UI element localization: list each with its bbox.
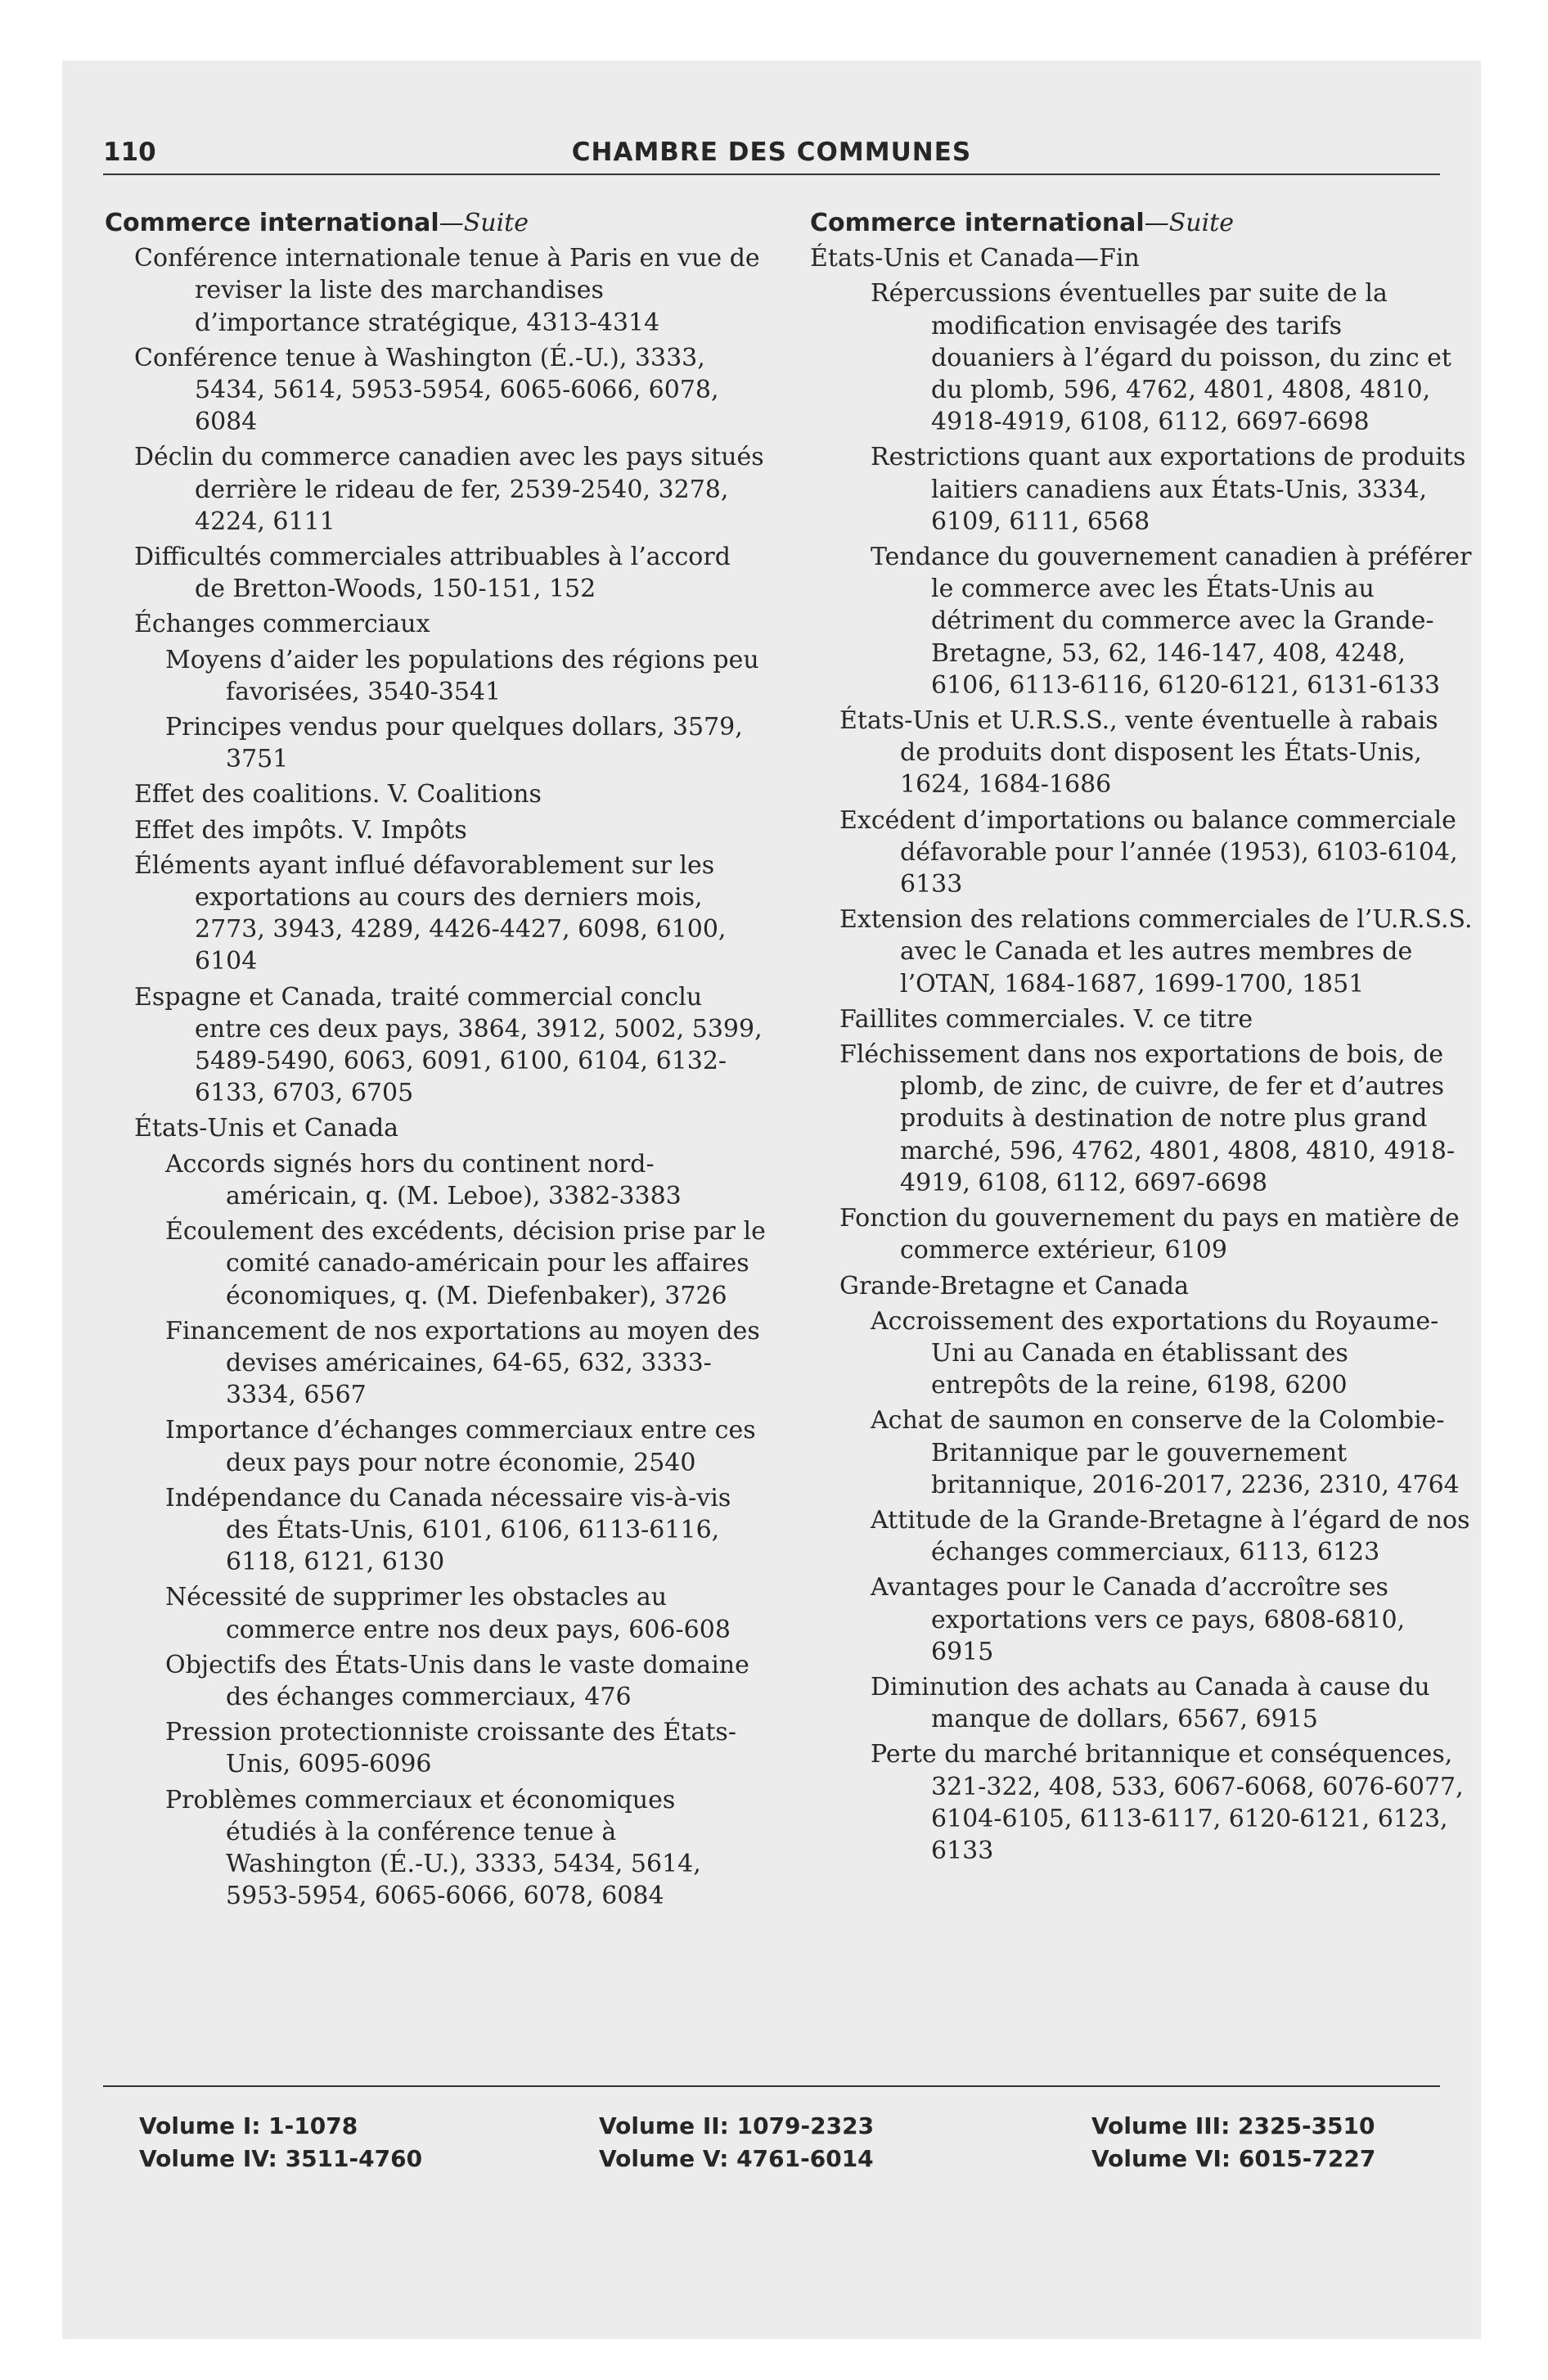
subheading: Échanges commerciaux (134, 610, 430, 639)
index-subentry: Restrictions quant aux exportations de produits laitiers canadiens aux États-Unis, 3334, 6109, 6111, 6568 (871, 443, 1466, 536)
index-entry: Difficultés commerciales attribuables à l’accord de Bretton-Woods, 150-151, 152 (134, 543, 731, 604)
volume-range: Volume II: 1079-2323 (599, 2112, 875, 2139)
index-entry: Conférence tenue à Washington (É.-U.), 3333, 5434, 5614, 5953-5954, 6065-6066, 6078, 6084 (134, 343, 719, 437)
running-title: CHAMBRE DES COMMUNES (571, 137, 972, 167)
index-entry: Fonction du gouvernement du pays en matière de commerce extérieur, 6109 (839, 1204, 1460, 1265)
volume-range: Volume V: 4761-6014 (599, 2145, 874, 2172)
index-subentry: Nécessité de supprimer les obstacles au commerce entre nos deux pays, 606-608 (165, 1583, 731, 1644)
index-entry: Faillites commerciales. V. ce titre (839, 1004, 1253, 1034)
index-subentry: Problèmes commerciaux et économiques étudiés à la conférence tenue à Washington (É.-U.), 3333, 5434, 5614, 5953-5954, 6065-6066, 6078, 6084 (165, 1785, 701, 1911)
right-column (810, 207, 1473, 1870)
page-header (103, 137, 1440, 175)
volume-range: Volume VI: 6015-7227 (1091, 2145, 1376, 2172)
index-subentry: Principes vendus pour quelques dollars, 3579, 3751 (165, 713, 743, 774)
index-entry: Effet des impôts. V. Impôts (134, 815, 467, 845)
subheading: États-Unis et Canada—Fin (810, 244, 1140, 273)
index-subentry: Moyens d’aider les populations des régions peu favorisées, 3540-3541 (165, 645, 759, 706)
subheading: Grande-Bretagne et Canada (839, 1271, 1189, 1300)
index-subentry: Achat de saumon en conserve de la Colombie-Britannique par le gouvernement britannique, 2016-2017, 2236, 2310, 4764 (871, 1406, 1460, 1499)
index-subentry: Tendance du gouvernement canadien à préférer le commerce avec les États-Unis au détriment du commerce avec la Grande-Bretagne, 53, 62, 146-147, 408, 4248, 6106, 6113-6116, 6120-6121, 6131-6133 (871, 543, 1472, 700)
index-entry: Éléments ayant influé défavorablement sur les exportations au cours des derniers mois, 2773, 3943, 4289, 4426-4427, 6098, 6100, 6104 (134, 850, 727, 976)
index-entry: Conférence internationale tenue à Paris en vue de reviser la liste des marchandises d’importance stratégique, 4313-4314 (134, 244, 760, 337)
index-subentry: Diminution des achats au Canada à cause du manque de dollars, 6567, 6915 (871, 1672, 1430, 1734)
index-entry: Espagne et Canada, traité commercial conclu entre ces deux pays, 3864, 3912, 5002, 5399, 5489-5490, 6063, 6091, 6100, 6104, 6132-6133, 6703, 6705 (134, 982, 763, 1108)
volume-range: Volume III: 2325-3510 (1091, 2112, 1375, 2139)
index-entry: Fléchissement dans nos exportations de bois, de plomb, de zinc, de cuivre, de fer et d’autres produits à destination de notre plus grand marché, 596, 4762, 4801, 4808, 4810, 4918-4919, 6108, 6112, 6697-6698 (839, 1040, 1456, 1197)
left-column (105, 207, 767, 1915)
index-subentry: Indépendance du Canada nécessaire vis-à-vis des États-Unis, 6101, 6106, 6113-6116, 6118, 6121, 6130 (165, 1483, 731, 1577)
index-entry: Excédent d’importations ou balance commerciale défavorable pour l’année (1953), 6103-6104, 6133 (839, 805, 1458, 899)
volume-range: Volume IV: 3511-4760 (139, 2145, 423, 2172)
index-entry: États-Unis et U.R.S.S., vente éventuelle à rabais de produits dont disposent les États-Unis, 1624, 1684-1686 (839, 706, 1438, 800)
index-subentry: Perte du marché britannique et conséquences, 321-322, 408, 533, 6067-6068, 6076-6077, 6104-6105, 6113-6117, 6120-6121, 6123, 6133 (871, 1740, 1464, 1865)
index-subentry: Importance d’échanges commerciaux entre ces deux pays pour notre économie, 2540 (165, 1416, 756, 1477)
index-subentry: Accords signés hors du continent nord-américain, q. (M. Leboe), 3382-3383 (165, 1149, 682, 1210)
index-subentry: Écoulement des excédents, décision prise par le comité canado-américain pour les affaires économiques, q. (M. Diefenbaker), 3726 (165, 1217, 766, 1310)
index-subentry: Attitude de la Grande-Bretagne à l’égard de nos échanges commerciaux, 6113, 6123 (871, 1505, 1470, 1567)
volume-range: Volume I: 1-1078 (139, 2112, 358, 2139)
subheading: États-Unis et Canada (134, 1114, 399, 1143)
index-subentry: Objectifs des États-Unis dans le vaste domaine des échanges commerciaux, 476 (165, 1650, 749, 1711)
index-subentry: Financement de nos exportations au moyen des devises américaines, 64-65, 632, 3333-3334, 6567 (165, 1316, 760, 1410)
page-number: 110 (103, 137, 156, 167)
index-entry: Déclin du commerce canadien avec les pays situés derrière le rideau de fer, 2539-2540, 3278, 4224, 6111 (134, 443, 764, 536)
index-entry: Effet des coalitions. V. Coalitions (134, 780, 542, 809)
continuation-heading: Commerce international—Suite (105, 209, 529, 237)
index-entry: Extension des relations commerciales de l’U.R.S.S. avec le Canada et les autres membres de l’OTAN, 1684-1687, 1699-1700, 1851 (839, 905, 1473, 998)
index-subentry: Répercussions éventuelles par suite de la modification envisagée des tarifs douaniers à l’égard du poisson, du zinc et du plomb, 596, 4762, 4801, 4808, 4810, 4918-4919, 6108, 6112, 6697-6698 (871, 279, 1451, 437)
index-subentry: Avantages pour le Canada d’accroître ses exportations vers ce pays, 6808-6810, 6915 (871, 1573, 1406, 1666)
index-subentry: Pression protectionniste croissante des États-Unis, 6095-6096 (165, 1718, 736, 1779)
index-subentry: Accroissement des exportations du Royaume-Uni au Canada en établissant des entrepôts de la reine, 6198, 6200 (871, 1306, 1439, 1400)
continuation-heading: Commerce international—Suite (810, 209, 1234, 237)
volume-footer (103, 2085, 1440, 2172)
